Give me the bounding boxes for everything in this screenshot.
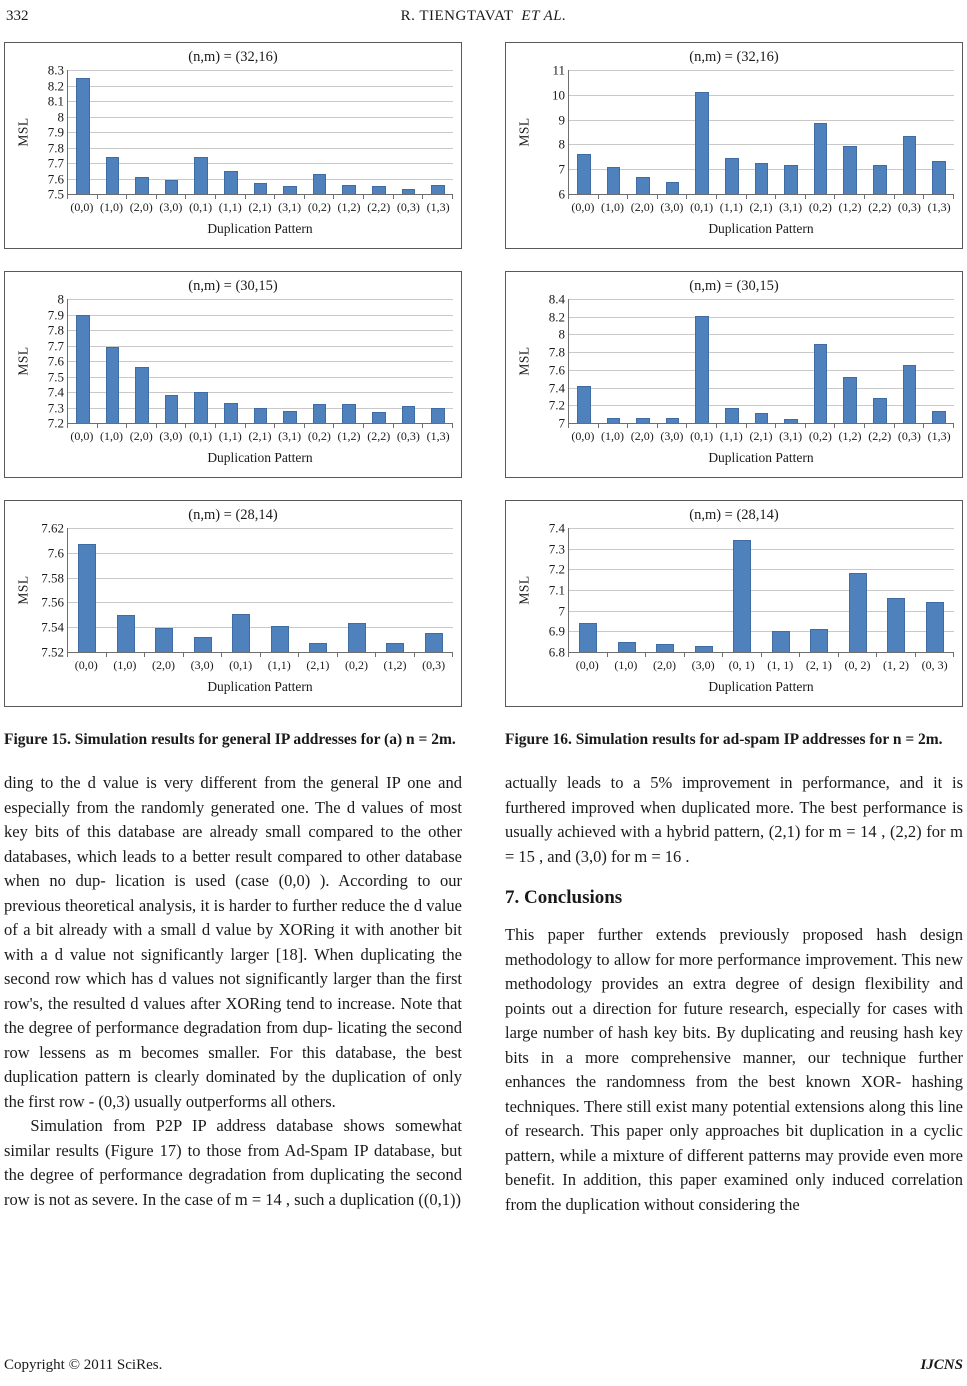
chart-bar xyxy=(755,163,769,194)
chart-bar xyxy=(117,615,135,652)
y-axis-title: MSL xyxy=(15,346,31,376)
y-tick-label: 7.5 xyxy=(47,369,64,384)
chart-bar xyxy=(309,643,327,652)
x-tick-label: (1,0) xyxy=(100,200,124,214)
x-tick-label: (0, 1) xyxy=(728,658,755,672)
chart-title: (n,m) = (30,15) xyxy=(689,278,779,294)
page-footer xyxy=(4,1357,963,1374)
x-tick-label: (3,0) xyxy=(660,429,684,443)
chart-bar xyxy=(106,157,120,194)
x-tick-label: (0,2) xyxy=(808,429,832,443)
chart-bar xyxy=(425,633,443,652)
y-tick-label: 8 xyxy=(558,136,565,152)
x-tick-label: (1,0) xyxy=(113,658,137,672)
right-paragraph-2: This paper further extends previously proposed hash design methodology to allow for more performance improvement. This new methodology provides an extra degree of design flexibility and points out a direction for future research, especially for cases with large number of hash key bits. By duplicating and reusing hash key bits in a more comprehensive manner, our technique further enhances the randomness from the best known XOR- hashing techniques. There still exist many potential extensions along this line of research. This paper only approaches bit duplication in a cyclic pattern, while a mixture of different patterns may provide even more benefit. In addition, this paper examined only induced correlation from the duplication without considering the xyxy=(505,925,963,1214)
chart-bar xyxy=(849,573,867,652)
chart-bar xyxy=(903,365,917,423)
x-tick-label: (2,2) xyxy=(367,429,391,443)
y-tick-label: 7.8 xyxy=(47,140,64,155)
chart-bar xyxy=(725,158,739,194)
y-tick-label: 7.8 xyxy=(548,344,565,360)
chart-bar xyxy=(636,177,650,194)
chart-bar xyxy=(135,177,149,194)
chart-bar xyxy=(224,403,238,423)
left-paragraph-2: Simulation from P2P IP address database shows somewhat similar results (Figure 17) to those from Ad-Spam IP database, but the degree of performance degradation from duplicating the second row is not as severe. In the case of m = 14 , such a duplication ((0,1)) xyxy=(4,1116,462,1209)
chart-bar xyxy=(386,643,404,652)
x-tick-label: (1,2) xyxy=(337,200,361,214)
y-tick-label: 7.52 xyxy=(41,644,64,660)
chart-bar xyxy=(814,344,828,423)
copyright-notice: Copyright © 2011 SciRes. xyxy=(4,1357,163,1373)
chart-bar xyxy=(313,174,327,194)
x-tick-label: (0,0) xyxy=(575,658,599,672)
chart-bar xyxy=(254,408,268,424)
x-tick-label: (1,3) xyxy=(927,429,951,443)
x-tick-label: (0,2) xyxy=(344,658,368,672)
chart-bar xyxy=(695,92,709,194)
x-tick-label: (3,0) xyxy=(159,429,183,443)
chart-bar xyxy=(666,182,680,194)
x-tick-label: (0,3) xyxy=(396,429,420,443)
left-paragraph-1: ding to the d value is very different from the general IP one and especially from the randomly generated one. The d values of most key bits of this database are already small compared to the other databases, which leads to a better result compared to other database when no dup- lication is used (case (0,0) ). According to our previous theoretical analysis, it is harder to further reduce the d value of a bit already with a small d value by XORing it with another bit with a d value not significantly larger [18]. When duplicating the second row which has d values not significantly larger than the first row's, the resulted d values after XORing tend to increase. Note that the degree of performance degradation from dup- licating the second row lessens as m becomes smaller. For this database, the best duplication pattern is clearly dominated by the duplication of only the first row - (0,3) usually outperforms all others. xyxy=(4,773,462,1111)
x-tick-label: (3,1) xyxy=(278,429,302,443)
figure16-caption: Figure 16. Simulation results for ad-spam IP addresses for n = 2m. xyxy=(505,731,943,748)
chart-bar xyxy=(165,180,179,194)
x-tick-label: (0,2) xyxy=(808,200,832,214)
plot-area xyxy=(568,70,954,195)
chart-bar xyxy=(224,171,238,194)
chart-bar xyxy=(342,404,356,423)
x-tick-label: (2,0) xyxy=(630,429,654,443)
chart-bar xyxy=(607,167,621,194)
plot-area xyxy=(67,70,453,195)
y-tick-label: 7 xyxy=(558,415,565,431)
x-axis-title: Duplication Pattern xyxy=(207,221,313,236)
y-tick-label: 8 xyxy=(558,326,565,342)
y-tick-label: 6 xyxy=(558,186,565,202)
x-tick-label: (2,2) xyxy=(868,200,892,214)
x-tick-label: (0,0) xyxy=(74,658,98,672)
y-tick-label: 7.5 xyxy=(47,186,64,202)
y-tick-label: 7.2 xyxy=(548,397,565,413)
x-tick-label: (2, 1) xyxy=(805,658,832,672)
x-tick-label: (0,3) xyxy=(897,429,921,443)
y-tick-label: 8.2 xyxy=(47,78,64,93)
y-tick-label: 9 xyxy=(558,112,565,128)
chart-bar xyxy=(165,395,179,423)
plot-area xyxy=(67,299,453,424)
running-title-etal: ET AL. xyxy=(521,8,567,24)
y-tick-label: 10 xyxy=(552,87,565,103)
chart-adspam-ip-28-14 xyxy=(505,500,963,707)
chart-bar xyxy=(636,418,650,423)
y-tick-label: 7.4 xyxy=(548,520,565,536)
y-axis-title: MSL xyxy=(516,575,532,605)
x-tick-label: (1,1) xyxy=(719,200,743,214)
chart-bar xyxy=(784,165,798,194)
x-tick-label: (0,1) xyxy=(690,429,714,443)
y-tick-label: 6.8 xyxy=(548,644,565,660)
chart-bar xyxy=(873,165,887,194)
y-tick-label: 7.2 xyxy=(548,561,565,577)
chart-bar xyxy=(372,412,386,423)
x-tick-label: (0,1) xyxy=(189,429,213,443)
chart-bar xyxy=(194,637,212,652)
x-tick-label: (1,1) xyxy=(267,658,291,672)
x-axis-title: Duplication Pattern xyxy=(708,221,814,236)
chart-bar xyxy=(695,316,709,423)
page-number: 332 xyxy=(6,8,29,24)
x-tick-label: (2,1) xyxy=(306,658,330,672)
x-axis-title: Duplication Pattern xyxy=(207,679,313,694)
x-tick-label: (1,0) xyxy=(100,429,124,443)
x-tick-label: (2,2) xyxy=(367,200,391,214)
x-tick-label: (2,1) xyxy=(248,200,272,214)
conclusions-heading: 7. Conclusions xyxy=(505,887,623,908)
chart-bar xyxy=(579,623,597,652)
chart-bar xyxy=(932,161,946,194)
chart-bar xyxy=(618,642,636,652)
y-tick-label: 7.54 xyxy=(41,619,64,635)
y-tick-label: 7.9 xyxy=(47,124,64,140)
x-tick-label: (1,1) xyxy=(218,200,242,214)
y-tick-label: 8.1 xyxy=(47,93,64,109)
chart-general-ip-32-16 xyxy=(4,42,462,249)
y-tick-label: 7.58 xyxy=(41,570,64,586)
chart-bar xyxy=(283,411,297,423)
x-tick-label: (2,0) xyxy=(630,200,654,214)
x-tick-label: (0,0) xyxy=(571,429,595,443)
two-column-layout xyxy=(4,42,963,1217)
y-tick-label: 8.2 xyxy=(548,309,565,325)
y-axis-title: MSL xyxy=(516,117,532,147)
x-tick-label: (1, 1) xyxy=(767,658,794,672)
y-tick-label: 7.7 xyxy=(47,155,64,171)
chart-bar xyxy=(342,185,356,194)
x-tick-label: (3,0) xyxy=(691,658,715,672)
chart-bar xyxy=(577,154,591,194)
chart-bar xyxy=(106,347,120,423)
x-tick-label: (2,0) xyxy=(129,200,153,214)
left-column xyxy=(4,42,462,1217)
chart-bar xyxy=(725,408,739,423)
x-tick-label: (1,2) xyxy=(838,200,862,214)
x-tick-label: (0,3) xyxy=(897,200,921,214)
journal-abbreviation: IJCNS xyxy=(920,1357,963,1373)
x-tick-label: (3,1) xyxy=(779,200,803,214)
y-axis-title: MSL xyxy=(15,575,31,605)
y-tick-label: 7.9 xyxy=(47,307,64,322)
chart-bar xyxy=(283,186,297,194)
chart-bar xyxy=(135,367,149,423)
y-tick-label: 7.8 xyxy=(47,322,64,338)
figure15-caption: Figure 15. Simulation results for general IP addresses for (a) n = 2m. xyxy=(4,731,456,748)
y-tick-label: 8.4 xyxy=(548,291,565,307)
right-body-text xyxy=(505,771,963,1217)
x-tick-label: (1,0) xyxy=(601,200,625,214)
x-tick-label: (0,3) xyxy=(396,200,420,214)
y-tick-label: 11 xyxy=(552,62,565,78)
chart-bar xyxy=(348,623,366,652)
chart-bar xyxy=(666,418,680,423)
chart-adspam-ip-32-16 xyxy=(505,42,963,249)
x-tick-label: (3,0) xyxy=(660,200,684,214)
x-tick-label: (1,3) xyxy=(927,200,951,214)
chart-title: (n,m) = (28,14) xyxy=(188,507,278,523)
y-tick-label: 7.3 xyxy=(47,400,64,415)
x-tick-label: (2,1) xyxy=(749,200,773,214)
x-tick-label: (0, 3) xyxy=(921,658,948,672)
x-tick-label: (0,1) xyxy=(690,200,714,214)
chart-bar xyxy=(431,185,445,194)
x-tick-label: (1,3) xyxy=(426,200,450,214)
x-tick-label: (1,1) xyxy=(218,429,242,443)
x-axis-title: Duplication Pattern xyxy=(708,679,814,694)
chart-bar xyxy=(814,123,828,194)
x-tick-label: (0,3) xyxy=(422,658,446,672)
chart-bar xyxy=(607,418,621,423)
chart-title: (n,m) = (32,16) xyxy=(689,49,779,65)
x-tick-label: (2,0) xyxy=(129,429,153,443)
chart-bar xyxy=(656,644,674,652)
chart-bar xyxy=(402,189,416,194)
chart-bar xyxy=(784,419,798,423)
x-tick-label: (1,0) xyxy=(614,658,638,672)
chart-bar xyxy=(577,386,591,423)
y-tick-label: 7.62 xyxy=(41,520,64,536)
chart-bar xyxy=(194,157,208,194)
x-tick-label: (1,2) xyxy=(383,658,407,672)
y-tick-label: 6.9 xyxy=(548,623,565,639)
chart-bar xyxy=(810,629,828,652)
chart-bar xyxy=(194,392,208,423)
chart-title: (n,m) = (32,16) xyxy=(188,49,278,65)
y-tick-label: 8 xyxy=(57,109,64,124)
y-tick-label: 7.4 xyxy=(47,384,64,400)
x-tick-label: (0,2) xyxy=(307,429,331,443)
x-tick-label: (2,0) xyxy=(652,658,676,672)
chart-bar xyxy=(926,602,944,652)
x-tick-label: (0,2) xyxy=(307,200,331,214)
chart-bar xyxy=(313,404,327,423)
x-tick-label: (2,1) xyxy=(248,429,272,443)
x-tick-label: (3,1) xyxy=(779,429,803,443)
left-body-text xyxy=(4,771,462,1212)
chart-bar xyxy=(932,411,946,423)
x-tick-label: (0,1) xyxy=(229,658,253,672)
x-tick-label: (1,1) xyxy=(719,429,743,443)
chart-bar xyxy=(772,631,790,652)
chart-bar xyxy=(254,183,268,194)
chart-bar xyxy=(76,315,90,424)
chart-general-ip-28-14 xyxy=(4,500,462,707)
y-axis-title: MSL xyxy=(516,346,532,376)
chart-title: (n,m) = (30,15) xyxy=(188,278,278,294)
chart-adspam-ip-30-15 xyxy=(505,271,963,478)
x-tick-label: (0,0) xyxy=(70,429,94,443)
x-tick-label: (3,1) xyxy=(278,200,302,214)
right-column xyxy=(505,42,963,1217)
chart-bar xyxy=(271,626,289,652)
y-tick-label: 7.1 xyxy=(548,582,565,598)
plot-area xyxy=(67,528,453,653)
x-tick-label: (1,2) xyxy=(337,429,361,443)
chart-bar xyxy=(431,408,445,424)
chart-bar xyxy=(843,377,857,423)
x-tick-label: (1,0) xyxy=(601,429,625,443)
x-tick-label: (1,2) xyxy=(838,429,862,443)
page-header xyxy=(4,8,963,30)
plot-area xyxy=(568,528,954,653)
y-tick-label: 8.3 xyxy=(47,62,64,78)
chart-bar xyxy=(695,646,713,652)
y-tick-label: 7.6 xyxy=(47,353,64,369)
y-tick-label: 7 xyxy=(558,603,565,619)
plot-area xyxy=(568,299,954,424)
x-tick-label: (1, 2) xyxy=(883,658,910,672)
x-tick-label: (3,0) xyxy=(159,200,183,214)
chart-bar xyxy=(232,614,250,652)
x-tick-label: (1,3) xyxy=(426,429,450,443)
chart-bar xyxy=(372,186,386,194)
x-tick-label: (2,1) xyxy=(749,429,773,443)
chart-bar xyxy=(887,598,905,652)
y-tick-label: 7.6 xyxy=(47,171,64,186)
chart-bar xyxy=(155,628,173,652)
chart-bar xyxy=(755,413,769,423)
x-tick-label: (3,0) xyxy=(190,658,214,672)
chart-bar xyxy=(843,146,857,194)
y-tick-label: 7.6 xyxy=(47,545,64,561)
x-axis-title: Duplication Pattern xyxy=(708,450,814,465)
y-tick-label: 7.7 xyxy=(47,338,64,353)
chart-general-ip-30-15 xyxy=(4,271,462,478)
y-tick-label: 7.4 xyxy=(548,380,565,396)
chart-bar xyxy=(733,540,751,652)
chart-bar xyxy=(873,398,887,423)
chart-bar xyxy=(903,136,917,194)
y-tick-label: 7.6 xyxy=(548,362,565,378)
x-tick-label: (0,0) xyxy=(571,200,595,214)
running-title-authors: R. TIENGTAVAT xyxy=(400,8,514,24)
x-tick-label: (2,2) xyxy=(868,429,892,443)
x-tick-label: (0,0) xyxy=(70,200,94,214)
running-title xyxy=(4,8,963,25)
x-tick-label: (0,1) xyxy=(189,200,213,214)
y-tick-label: 7.3 xyxy=(548,541,565,557)
y-tick-label: 7.56 xyxy=(41,594,64,610)
chart-bar xyxy=(78,544,96,652)
chart-bar xyxy=(76,78,90,194)
x-axis-title: Duplication Pattern xyxy=(207,450,313,465)
y-tick-label: 7.2 xyxy=(47,415,64,431)
y-tick-label: 7 xyxy=(558,161,565,177)
right-paragraph-1: actually leads to a 5% improvement in performance, and it is furthered improved when duplicated more. The best performance is usually achieved with a hybrid pattern, (2,1) for m = 14 , (2,2) for m = 15 , and (3,0) for m = 16 . xyxy=(505,773,963,866)
chart-title: (n,m) = (28,14) xyxy=(689,507,779,523)
y-axis-title: MSL xyxy=(15,117,31,147)
x-tick-label: (2,0) xyxy=(151,658,175,672)
x-tick-label: (0, 2) xyxy=(844,658,871,672)
y-tick-label: 8 xyxy=(57,291,64,307)
chart-bar xyxy=(402,406,416,423)
